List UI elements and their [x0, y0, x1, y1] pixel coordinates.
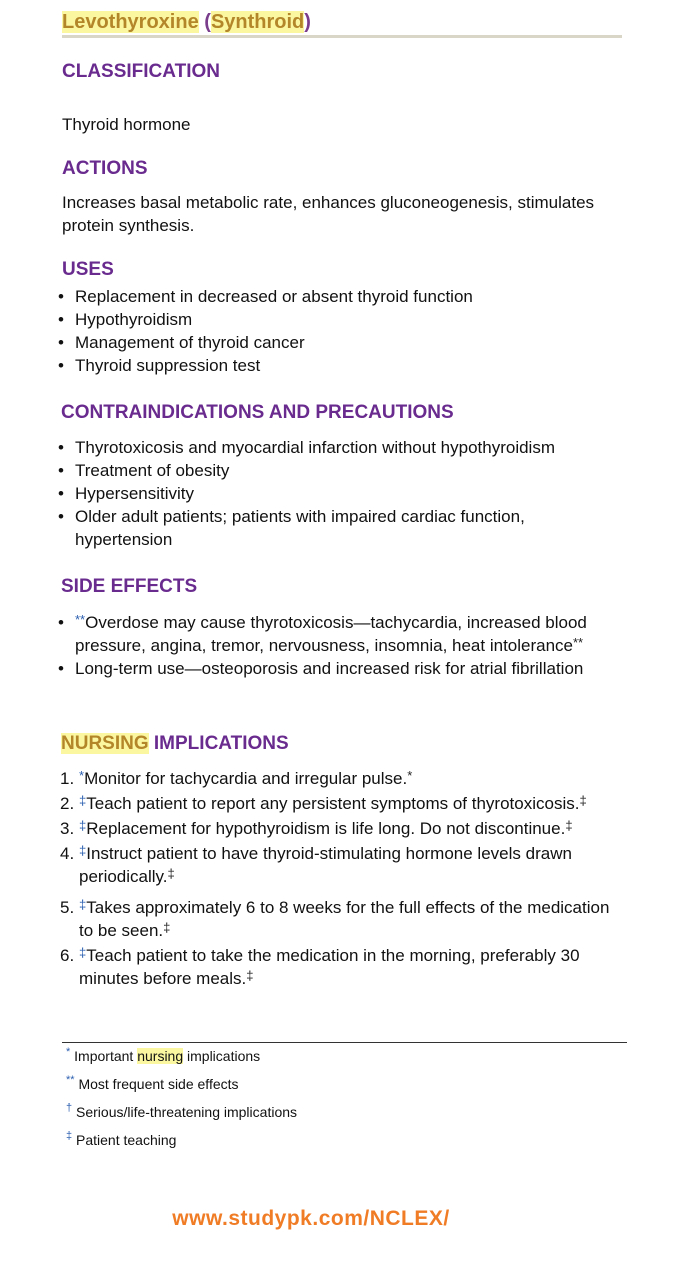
actions-text: Increases basal metabolic rate, enhances gluconeogenesis, stimulates protein synthesis.	[62, 193, 595, 235]
list-item: • **Overdose may cause thyrotoxicosis—tachycardia, increased blood pressure, angina, tremor, nervousness, insomnia, heat intolerance**	[58, 612, 587, 655]
list-item: 4. ‡Instruct patient to have thyroid-stimulating hormone levels drawn periodically.‡	[60, 843, 572, 886]
nursing-implications-list	[60, 767, 625, 990]
drug-brand-name: Synthroid	[210, 11, 305, 33]
legend-item: ** Most frequent side effects	[66, 1074, 239, 1092]
drug-generic-name: Levothyroxine	[62, 11, 199, 33]
actions-heading: ACTIONS	[62, 158, 148, 179]
uses-list	[58, 285, 658, 377]
list-item: • Thyrotoxicosis and myocardial infarction without hypothyroidism	[58, 438, 555, 457]
list-item: • Hypothyroidism	[58, 310, 193, 329]
uses-heading: USES	[62, 259, 114, 280]
list-item: • Older adult patients; patients with impaired cardiac function, hypertension	[58, 507, 525, 549]
list-item: 5. ‡Takes approximately 6 to 8 weeks for the full effects of the medication to be seen.‡	[60, 897, 610, 940]
list-item: 3. ‡Replacement for hypothyroidism is life long. Do not discontinue.‡	[60, 818, 573, 838]
brand-close-paren: )	[304, 11, 311, 33]
contraindications-list	[58, 436, 618, 551]
legend-item: † Serious/life-threatening implications	[66, 1102, 298, 1120]
legend-item: * Important nursing implications	[66, 1046, 261, 1064]
list-item: • Management of thyroid cancer	[58, 333, 305, 352]
list-item: • Long-term use—osteoporosis and increased risk for atrial fibrillation	[58, 659, 584, 678]
list-item: • Treatment of obesity	[58, 461, 230, 480]
list-item: 2. ‡Teach patient to report any persistent symptoms of thyrotoxicosis.‡	[60, 793, 587, 813]
contraindications-heading: CONTRAINDICATIONS AND PRECAUTIONS	[61, 402, 454, 423]
legend-item: ‡ Patient teaching	[66, 1130, 177, 1148]
side-effects-list	[58, 611, 606, 680]
footer-url-link[interactable]: www.studypk.com/NCLEX/	[172, 1207, 450, 1230]
frequent-side-effect-marker: **	[75, 612, 86, 627]
drug-title	[62, 9, 311, 35]
classification-heading: CLASSIFICATION	[62, 61, 220, 82]
side-effects-heading: SIDE EFFECTS	[61, 576, 198, 597]
list-item: 1. *Monitor for tachycardia and irregular pulse.*	[60, 768, 413, 788]
highlighted-word: nursing	[137, 1048, 184, 1064]
nursing-implications-heading: NURSING IMPLICATIONS	[61, 733, 289, 754]
list-item: • Hypersensitivity	[58, 484, 195, 503]
classification-text: Thyroid hormone	[62, 115, 191, 134]
list-item: • Thyroid suppression test	[58, 356, 261, 375]
frequent-side-effect-marker: **	[573, 635, 584, 650]
list-item: 6. ‡Teach patient to take the medication in the morning, preferably 30 minutes before meals.‡	[60, 945, 580, 988]
list-item: • Replacement in decreased or absent thyroid function	[58, 287, 473, 306]
brand-open-paren: (	[204, 11, 211, 33]
symbol-legend	[66, 1042, 297, 1154]
title-divider	[62, 35, 622, 38]
